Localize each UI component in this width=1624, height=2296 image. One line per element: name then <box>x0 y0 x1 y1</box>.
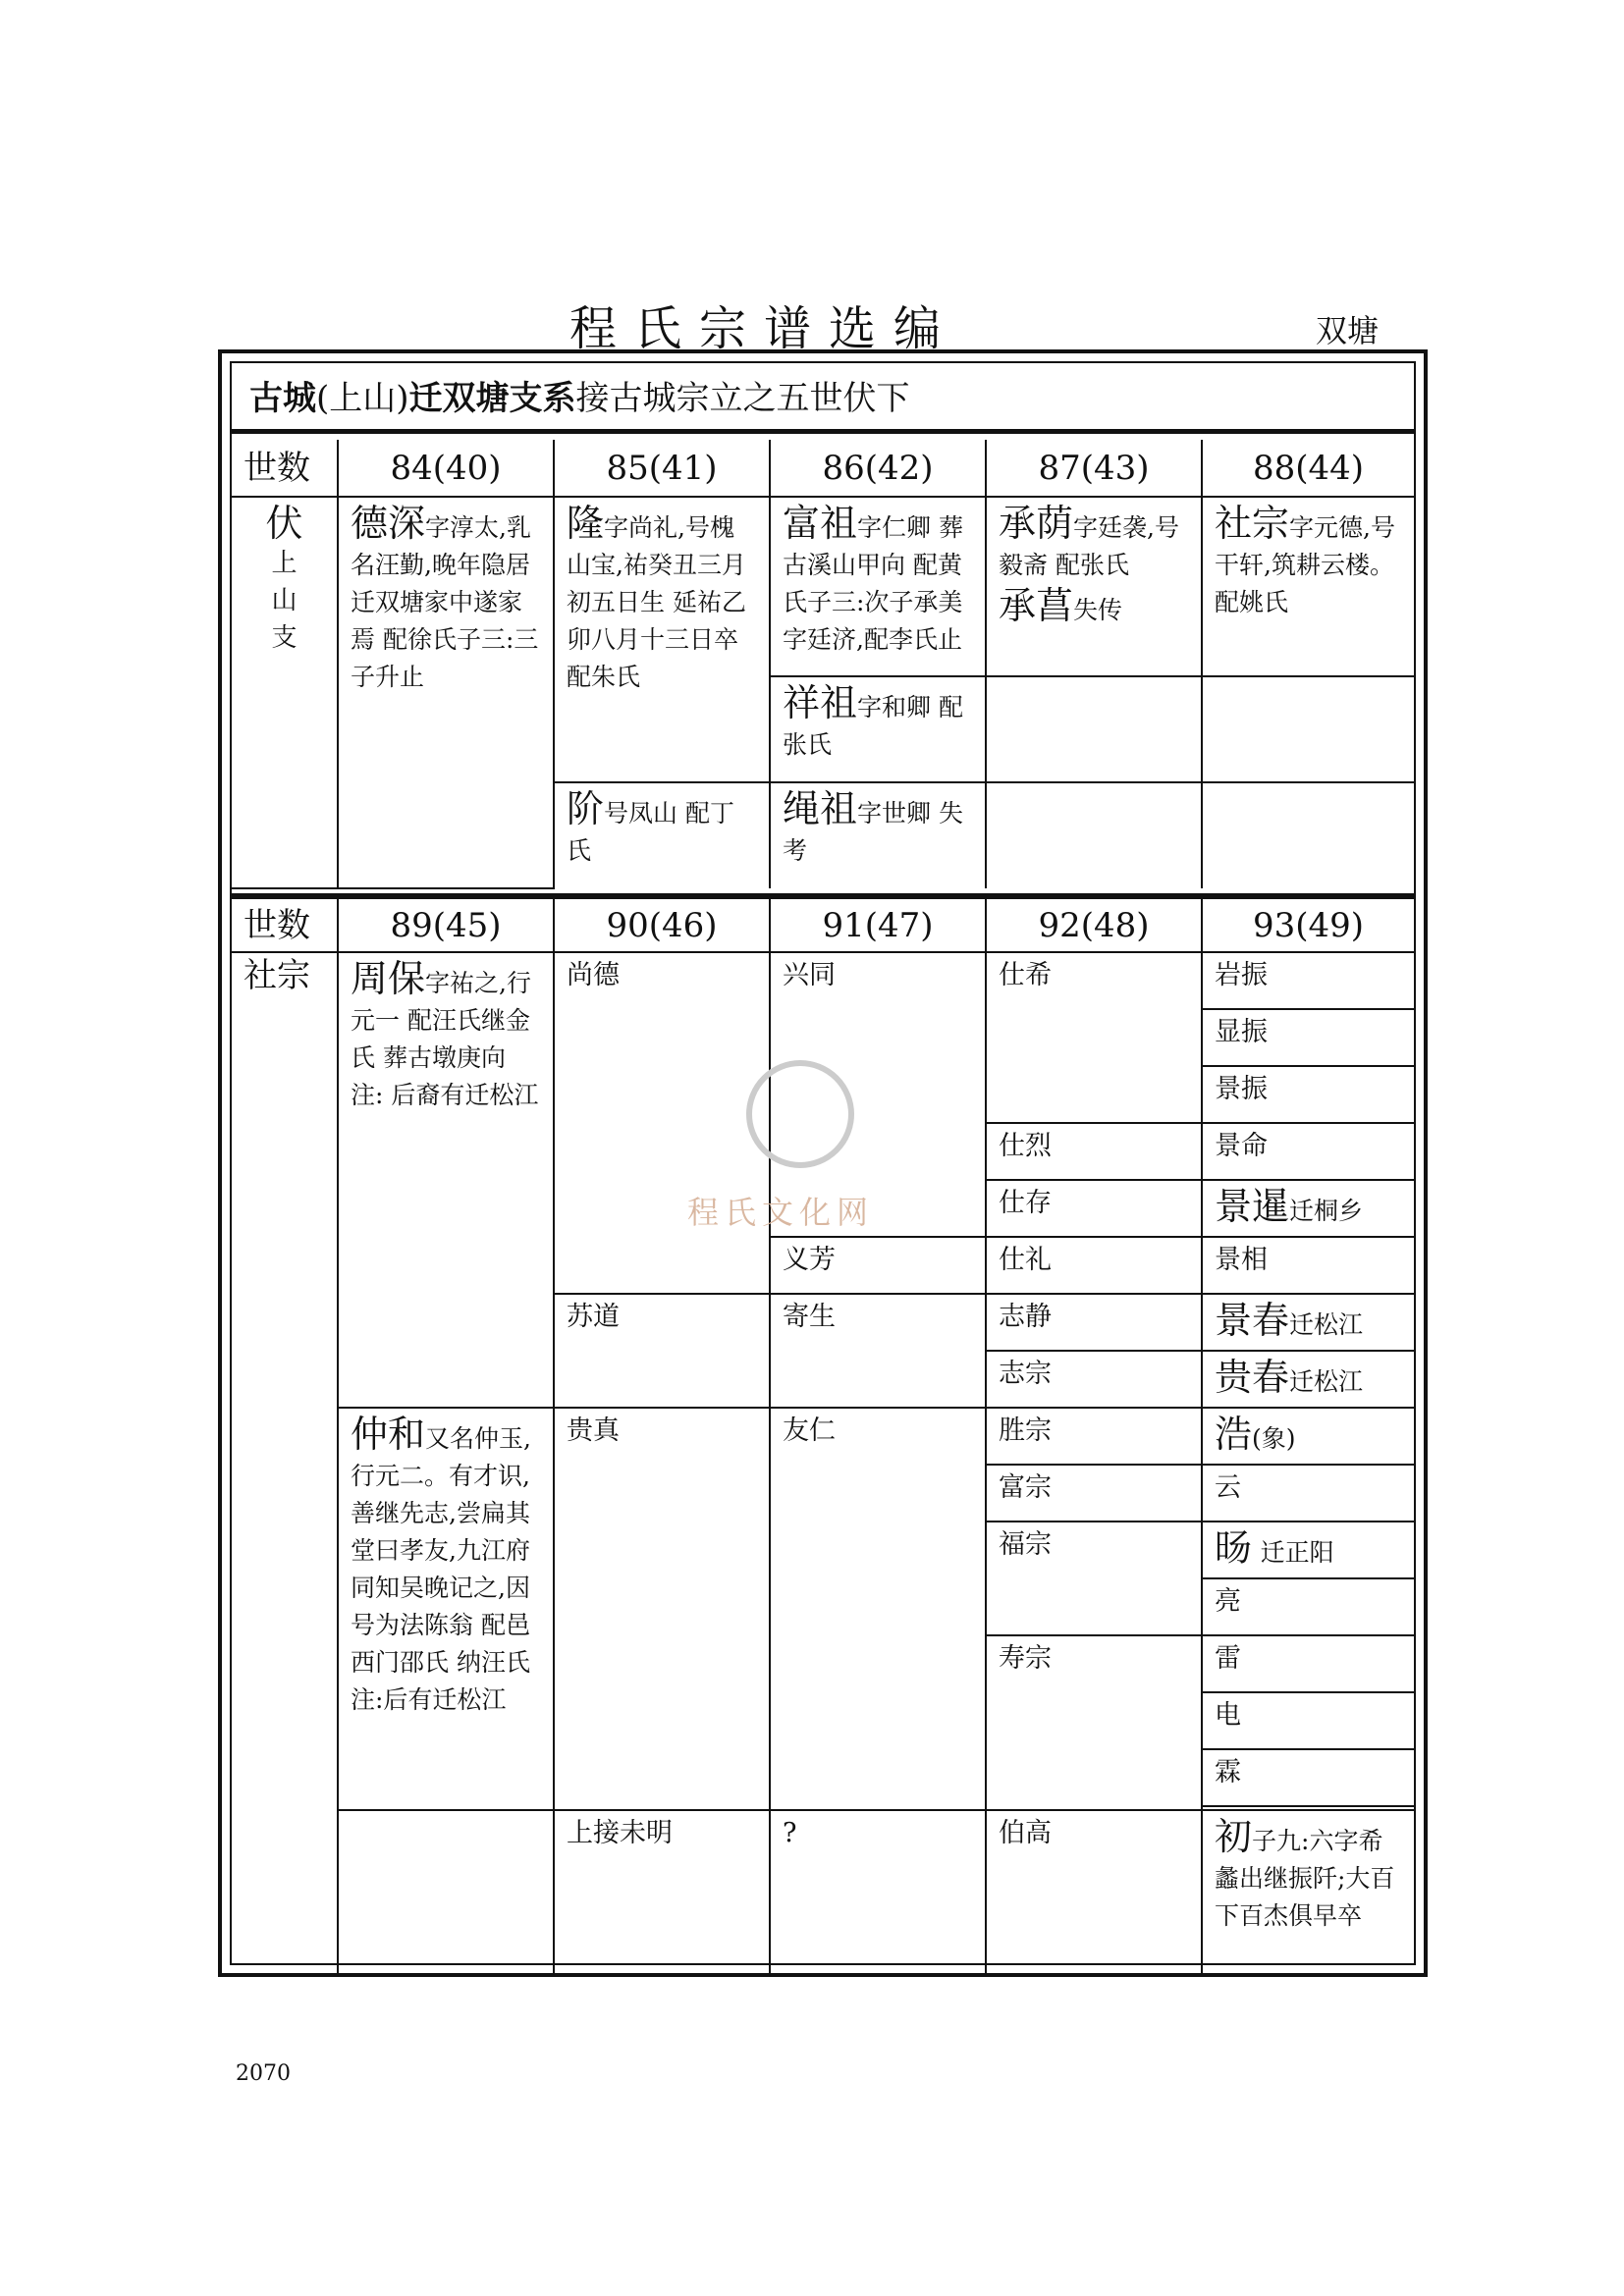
person-name: 亮 <box>1202 1578 1414 1635</box>
empty-cell <box>1202 676 1414 782</box>
person-name: 周保 <box>351 957 426 1000</box>
side-ancestor: 社宗 <box>232 952 338 1975</box>
person-name: 霖 <box>1202 1749 1414 1806</box>
person-cell <box>1202 1351 1414 1408</box>
generation-table-2 <box>232 899 1414 1976</box>
empty-cell <box>986 676 1202 782</box>
page-title: 程氏宗谱选编 <box>569 301 959 356</box>
person-name: 仲和 <box>351 1413 426 1456</box>
person-desc: 字元德,号干轩,筑耕云楼。配姚氏 <box>1215 513 1395 617</box>
person-name: 富祖 <box>783 502 858 546</box>
gen-label: 世数 <box>232 899 338 952</box>
header-bold: 古城 <box>249 379 316 418</box>
side-ancestor <box>232 497 338 888</box>
person-cell <box>1202 497 1414 676</box>
person-name: 云 <box>1202 1465 1414 1522</box>
person-cell <box>1202 1810 1414 1975</box>
person-desc: 字廷袭,号毅斋 配张氏 <box>999 513 1179 580</box>
genealogy-frame <box>218 349 1428 1977</box>
gen-90: 90(46) <box>554 899 770 952</box>
person-desc: 字祐之,行元一 配汪氏继金氏 葬古墩庚向 注: 后裔有迁松江 <box>351 969 539 1109</box>
person-name: 德深 <box>351 502 426 546</box>
person-desc: 号凤山 配丁氏 <box>567 799 734 866</box>
gen-86: 86(42) <box>770 440 986 497</box>
empty-cell <box>986 782 1202 888</box>
empty-cell <box>338 1810 554 1975</box>
person-desc: 又名仲玉,行元二。有才识,善继先志,尝扁其堂曰孝友,九江府同知吴晚记之,因号为法陈翁 配邑西门邵氏 纳汪氏 注:后有迁松江 <box>351 1424 531 1714</box>
gen-89: 89(45) <box>338 899 554 952</box>
gen-93: 93(49) <box>1202 899 1414 952</box>
person-name: 仕礼 <box>986 1237 1202 1294</box>
region-label: 双塘 <box>1316 312 1380 349</box>
gen-88: 88(44) <box>1202 440 1414 497</box>
gen-label: 世数 <box>232 440 338 497</box>
gen-87: 87(43) <box>986 440 1202 497</box>
person-note: (象) <box>1252 1424 1296 1453</box>
person-note: 迁桐乡 <box>1289 1197 1364 1225</box>
watermark-text: 程氏文化网 <box>687 1194 875 1231</box>
person-name: 苏道 <box>554 1294 770 1408</box>
person-name: 景命 <box>1202 1123 1414 1180</box>
section-header <box>232 363 1414 434</box>
person-name: 阶 <box>567 787 605 831</box>
person-cell <box>554 497 770 782</box>
person-name: 承荫 <box>999 502 1074 546</box>
person-desc: 字尚礼,号槐山宝,祐癸丑三月初五日生 延祐乙卯八月十三日卒 配朱氏 <box>567 513 746 692</box>
person-cell <box>986 497 1202 676</box>
person-name: 初 <box>1215 1815 1253 1858</box>
person-cell <box>1202 1294 1414 1351</box>
person-name: 志静 <box>986 1294 1202 1351</box>
person-name: 绳祖 <box>783 787 858 831</box>
person-name: 承菖 <box>999 584 1074 628</box>
person-cell <box>554 782 770 888</box>
watermark-seal-icon <box>746 1060 854 1168</box>
person-name: 寿宗 <box>986 1635 1202 1810</box>
empty-cell <box>1202 782 1414 888</box>
person-name: 胜宗 <box>986 1408 1202 1465</box>
person-name: 景暹 <box>1215 1185 1290 1228</box>
side-sub: 上山支 <box>271 549 298 654</box>
person-desc: 字仁卿 葬古溪山甲向 配黄氏子三:次子承美字廷济,配李氏止 <box>783 513 963 655</box>
person-note: ? <box>770 1810 986 1975</box>
person-name: 富宗 <box>986 1465 1202 1522</box>
person-cell <box>1202 1408 1414 1465</box>
person-name: 景振 <box>1202 1066 1414 1123</box>
person-cell <box>770 782 986 888</box>
person-name: 仕希 <box>986 952 1202 1123</box>
person-name: 贵真 <box>554 1408 770 1810</box>
person-name: 志宗 <box>986 1351 1202 1408</box>
person-name: 景春 <box>1215 1299 1290 1342</box>
person-name: 贵春 <box>1215 1356 1290 1399</box>
person-desc: 字和卿 配张氏 <box>783 693 963 760</box>
person-name: 岩振 <box>1202 952 1414 1009</box>
person-name: 尚德 <box>554 952 770 1294</box>
person-name: 景相 <box>1202 1237 1414 1294</box>
gen-84: 84(40) <box>338 440 554 497</box>
person-name: 友仁 <box>770 1408 986 1810</box>
person-cell <box>770 676 986 782</box>
person-name: 浩 <box>1215 1413 1253 1456</box>
person-cell <box>1202 1522 1414 1578</box>
page-number: 2070 <box>236 2061 291 2086</box>
person-name: 雷 <box>1202 1635 1414 1692</box>
person-name: 仕烈 <box>986 1123 1202 1180</box>
person-name: 祥祖 <box>783 681 858 725</box>
person-name: 仕存 <box>986 1180 1202 1237</box>
gen-92: 92(48) <box>986 899 1202 952</box>
person-name: 旸 <box>1215 1526 1253 1570</box>
gen-91: 91(47) <box>770 899 986 952</box>
person-name: 显振 <box>1202 1009 1414 1066</box>
person-name: 社宗 <box>1215 502 1290 546</box>
person-note: 迁松江 <box>1289 1367 1364 1396</box>
person-name: 福宗 <box>986 1522 1202 1635</box>
person-note: 迁正阳 <box>1260 1538 1334 1567</box>
person-cell <box>1202 1180 1414 1237</box>
person-name: 电 <box>1202 1692 1414 1749</box>
person-name: 义芳 <box>770 1237 986 1294</box>
person-cell <box>338 497 554 888</box>
gen-85: 85(41) <box>554 440 770 497</box>
person-name: 寄生 <box>770 1294 986 1408</box>
header-paren: (上山) <box>316 379 409 418</box>
person-cell <box>338 1408 554 1810</box>
person-name: 兴同 <box>770 952 986 1237</box>
header-bold2: 迁双塘支系 <box>408 379 576 418</box>
person-name: 伯高 <box>986 1810 1202 1975</box>
person-desc: 失传 <box>1073 596 1123 625</box>
person-cell <box>338 952 554 1408</box>
person-desc: 字淳太,乳名汪勤,晚年隐居迁双塘家中遂家焉 配徐氏子三:三子升止 <box>351 513 539 692</box>
person-desc: 子九:六字希蠡出继振阡;大百下百杰俱早卒 <box>1215 1827 1395 1930</box>
person-note: 迁松江 <box>1289 1310 1364 1339</box>
generation-table-1 <box>232 440 1414 889</box>
person-name: 隆 <box>567 502 605 546</box>
person-cell <box>770 497 986 676</box>
side-name: 伏 <box>265 502 303 546</box>
person-desc: 字世卿 失考 <box>783 799 963 866</box>
person-note: 上接未明 <box>554 1810 770 1975</box>
header-rest: 接古城宗立之五世伏下 <box>575 379 910 418</box>
